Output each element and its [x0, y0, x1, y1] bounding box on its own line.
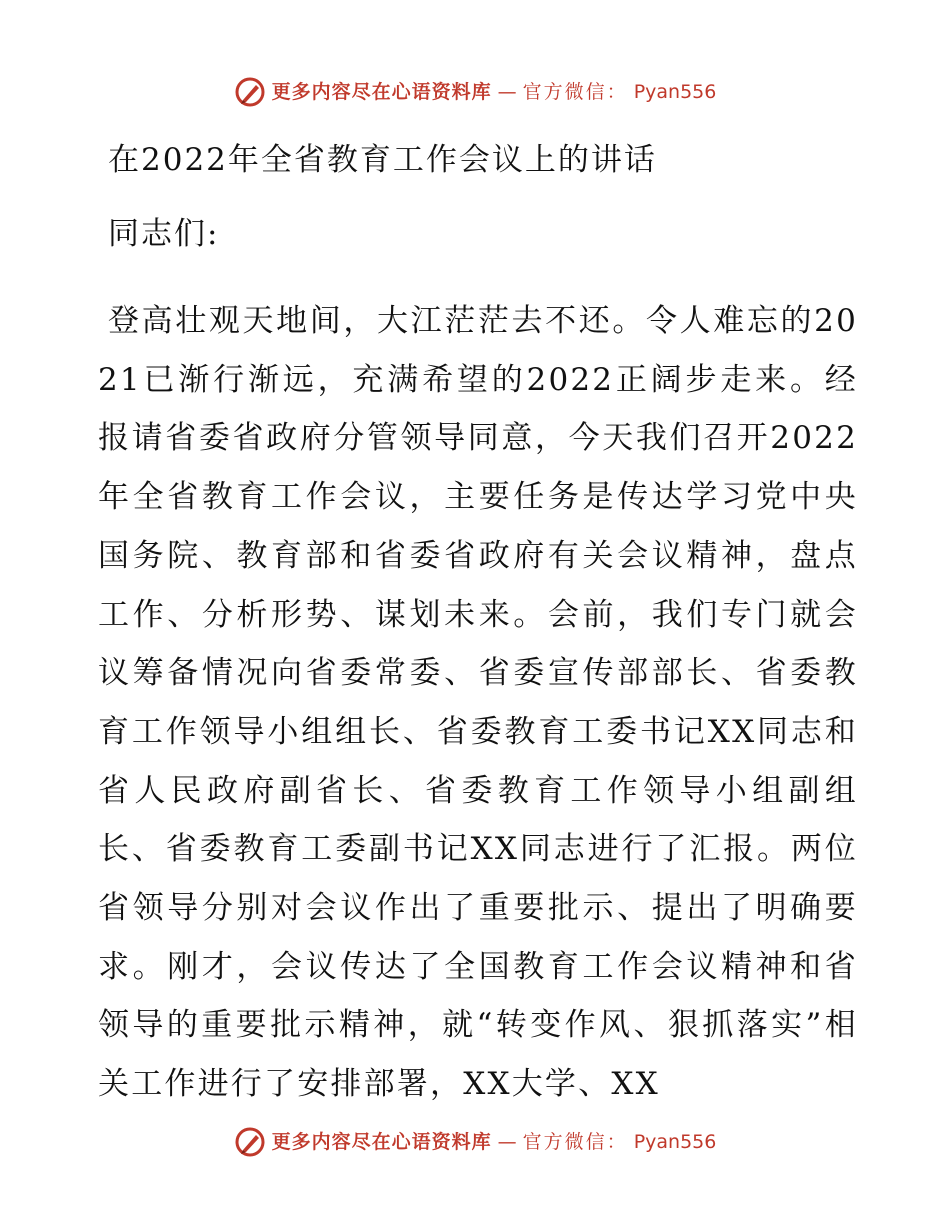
- pen-logo-icon: [234, 76, 266, 108]
- watermark-separator: —: [497, 1131, 517, 1153]
- watermark-footer: [0, 1126, 950, 1158]
- pen-logo-icon: [234, 1126, 266, 1158]
- document-body: [98, 118, 858, 1114]
- watermark-header: [0, 76, 950, 108]
- watermark-wechat-id: Pyan556: [633, 1131, 717, 1153]
- watermark-text: 更多内容尽在心语资料库: [271, 81, 492, 103]
- watermark-wechat-id: Pyan556: [633, 81, 717, 103]
- watermark-label: 官方微信：: [522, 1131, 628, 1153]
- body-paragraph: 登高壮观天地间，大江茫茫去不还。令人难忘的2021已渐行渐远，充满希望的2022正阔步走来。经报请省委省政府分管领导同意，今天我们召开2022年全省教育工作会议，主要任务是传达学习党中央国务院、教育部和省委省政府有关会议精神，盘点工作、分析形势、谋划未来。会前，我们专门就会议筹备情况向省委常委、省委宣传部部长、省委教育工作领导小组组长、省委教育工委书记XX同志和省人民政府副省长、省委教育工作领导小组副组长、省委教育工委副书记XX同志进行了汇报。两位省领导分别对会议作出了重要批示、提出了明确要求。刚才，会议传达了全国教育工作会议精神和省领导的重要批示精神，就“转变作风、狠抓落实”相关工作进行了安排部署，XX大学、XX: [98, 303, 858, 1103]
- watermark-text: 更多内容尽在心语资料库: [271, 1131, 492, 1153]
- watermark-separator: —: [497, 81, 517, 103]
- watermark-label: 官方微信：: [522, 81, 628, 103]
- document-title: 在2022年全省教育工作会议上的讲话: [108, 142, 657, 178]
- salutation: 同志们:: [108, 216, 220, 252]
